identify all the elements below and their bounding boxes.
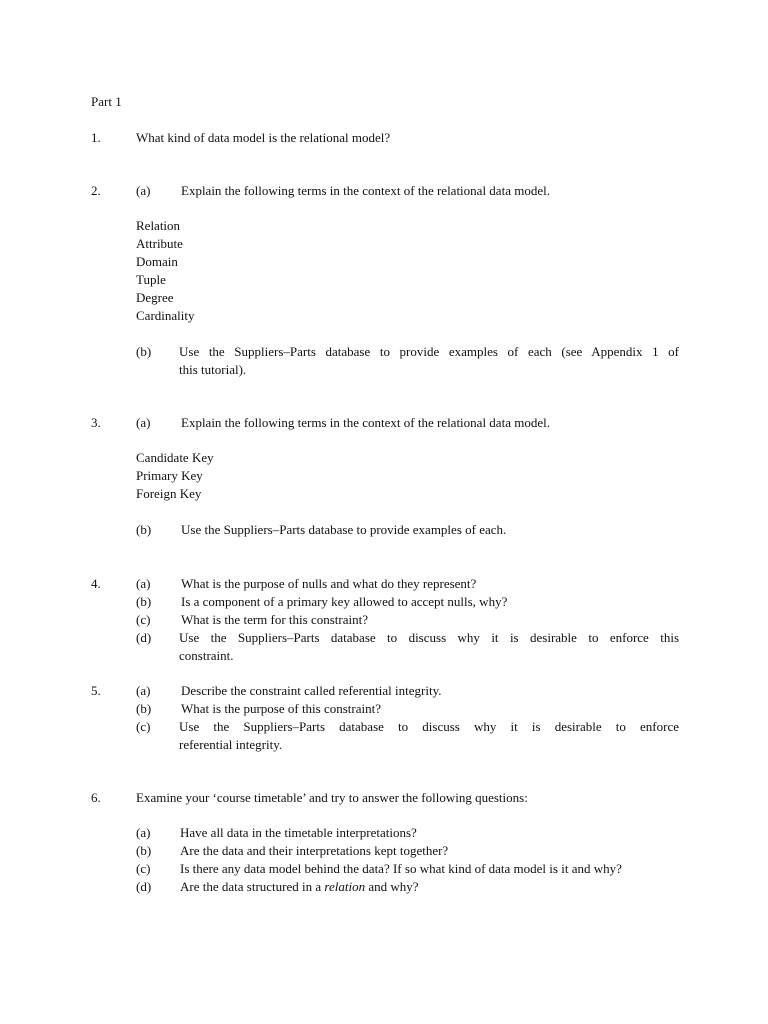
part-text: Explain the following terms in the context of the relational data model.	[181, 183, 550, 198]
term-item: Foreign Key	[136, 486, 202, 501]
emphasis-relation: relation	[324, 879, 366, 894]
question-number: 2.	[91, 183, 101, 198]
part-label: (a)	[136, 576, 151, 591]
part-text: Is a component of a primary key allowed to accept nulls, why?	[181, 594, 508, 609]
part-label: (b)	[136, 522, 152, 537]
part-title: Part 1	[91, 94, 122, 109]
term-item: Domain	[136, 254, 178, 269]
part-text: Explain the following terms in the context of the relational data model.	[181, 415, 550, 430]
part-text-line: Use the Suppliers–Parts database to discuss why it is desirable to enforce this	[179, 630, 679, 645]
part-text-line: this tutorial).	[179, 362, 247, 377]
term-item: Primary Key	[136, 468, 203, 483]
question-number: 3.	[91, 415, 101, 430]
part-label: (b)	[136, 344, 152, 359]
part-label: (c)	[136, 612, 151, 627]
part-label: (a)	[136, 683, 151, 698]
part-text-line: referential integrity.	[179, 737, 283, 752]
part-text: What is the purpose of this constraint?	[181, 701, 382, 716]
question-number: 6.	[91, 790, 101, 805]
question-number: 1.	[91, 130, 101, 145]
term-item: Attribute	[136, 236, 183, 251]
question-text: What kind of data model is the relational model?	[136, 130, 391, 145]
part-text: Use the Suppliers–Parts database to provide examples of each.	[181, 522, 507, 537]
part-text-start: Are the data structured in a	[180, 879, 325, 894]
question-number: 4.	[91, 576, 101, 591]
part-text-line: Use the Suppliers–Parts database to discuss why it is desirable to enforce	[179, 719, 679, 734]
part-label: (a)	[136, 415, 151, 430]
term-item: Relation	[136, 218, 181, 233]
part-label: (b)	[136, 701, 152, 716]
part-label: (b)	[136, 843, 152, 858]
part-text: What is the purpose of nulls and what do they represent?	[181, 576, 477, 591]
part-text-line: Use the Suppliers–Parts database to provide examples of each (see Appendix 1 of	[179, 344, 679, 359]
part-text	[180, 878, 419, 896]
term-item: Cardinality	[136, 308, 195, 323]
part-text-line: constraint.	[179, 648, 234, 663]
part-text: Is there any data model behind the data? If so what kind of data model is it and why?	[180, 861, 622, 876]
part-label: (a)	[136, 825, 151, 840]
term-item: Tuple	[136, 272, 166, 287]
term-item: Degree	[136, 290, 174, 305]
part-text: Describe the constraint called referential integrity.	[181, 683, 442, 698]
part-label: (d)	[136, 630, 152, 645]
part-text: Have all data in the timetable interpretations?	[180, 825, 417, 840]
question-number: 5.	[91, 683, 101, 698]
part-text-end: and why?	[365, 879, 419, 894]
part-label: (b)	[136, 594, 152, 609]
part-text: What is the term for this constraint?	[181, 612, 369, 627]
term-item: Candidate Key	[136, 450, 214, 465]
part-text: Are the data and their interpretations kept together?	[180, 843, 449, 858]
part-label: (d)	[136, 879, 152, 894]
part-label: (c)	[136, 719, 151, 734]
part-label: (a)	[136, 183, 151, 198]
part-label: (c)	[136, 861, 151, 876]
question-text: Examine your ‘course timetable’ and try to answer the following questions:	[136, 790, 528, 805]
